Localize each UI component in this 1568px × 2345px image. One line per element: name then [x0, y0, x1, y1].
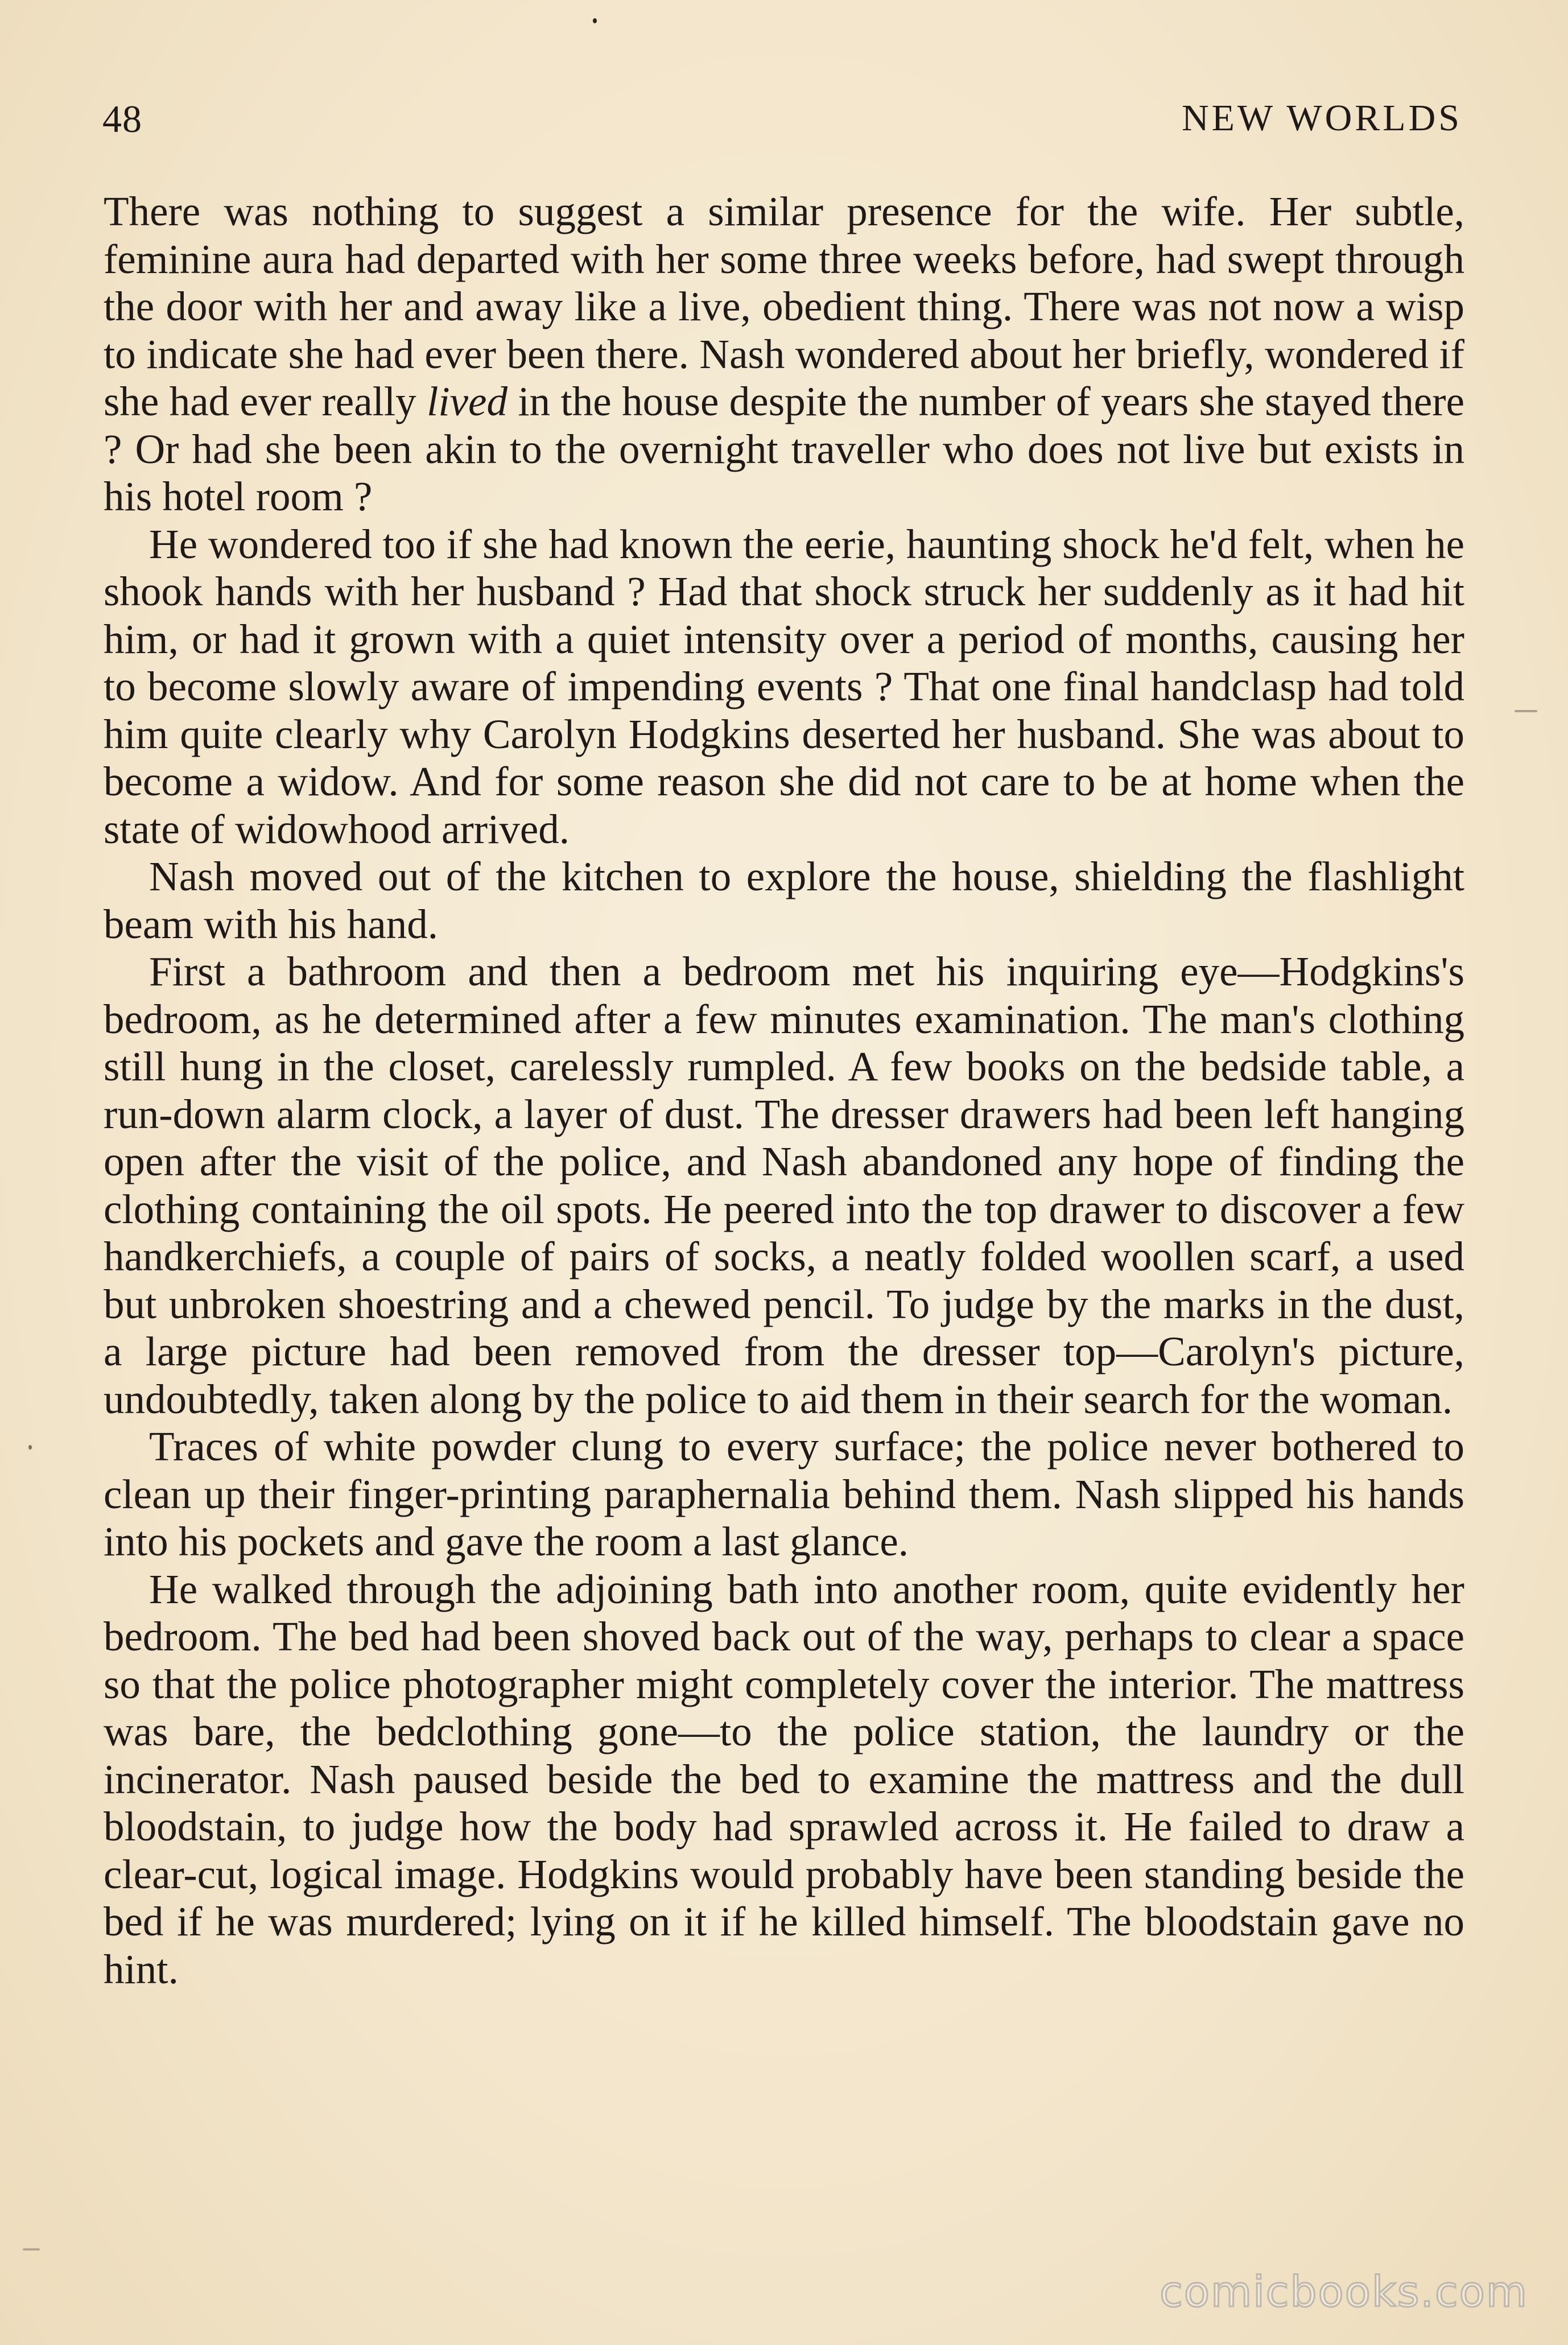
paragraph: There was nothing to suggest a similar presence for the wife. Her subtle, feminine aura had departed with her some three weeks before, had swept through the door with her and away like a live, obedient thing. There was not now a wisp to indicate she had ever been there. Nash wondered about her briefly, wondered if she had ever really lived in the house despite the number of years she stayed there ? Or had she been akin to the overnight traveller who does not live but exists in his hotel room ? — [104, 188, 1465, 519]
emphasis: lived — [427, 378, 507, 424]
ink-speck — [593, 18, 597, 23]
paragraph: Nash moved out of the kitchen to explore the house, shielding the flashlight beam with his hand. — [104, 853, 1464, 947]
paragraph: He walked through the adjoining bath into another room, quite evidently her bedroom. The bed had been shoved back out of the way, perhaps to clear a space so that the police photographer might completely cover the interior. The mattress was bare, the bedclothing gone—to the police station, the laundry or the incinerator. Nash paused beside the bed to examine the mattress and the dull bloodstain, to judge how the body had sprawled across it. He failed to draw a clear-cut, logical image. Hodgkins would probably have been standing beside the bed if he was murdered; lying on it if he killed himself. The bloodstain gave no hint. — [104, 1566, 1464, 1992]
body-text — [104, 188, 1464, 1993]
paragraph: He wondered too if she had known the eerie, haunting shock he'd felt, when he shook hands with her husband ? Had that shock struck her suddenly as it had hit him, or had it grown with a quiet intensity over a period of months, causing her to become slowly aware of impending events ? That one final handclasp had told him quite clearly why Carolyn Hodgkins deserted her husband. She was about to become a widow. And for some reason she did not care to be at home when the state of widowhood arrived. — [104, 521, 1464, 852]
ink-speck — [28, 1445, 32, 1450]
ink-speck — [1515, 710, 1537, 712]
ink-speck — [23, 2248, 40, 2251]
running-head: NEW WORLDS — [1181, 97, 1462, 139]
page-number: 48 — [102, 97, 142, 141]
paragraph: Traces of white powder clung to every surface; the police never bothered to clean up their finger-printing paraphernalia behind them. Nash slipped his hands into his pockets and gave the room a last glance. — [104, 1423, 1464, 1564]
page-header — [102, 97, 1462, 159]
paragraph: First a bathroom and then a bedroom met his inquiring eye—Hodgkins's bedroom, as he determined after a few minutes examination. The man's clothing still hung in the closet, carelessly rumpled. A few books on the bedside table, a run-down alarm clock, a layer of dust. The dresser drawers had been left hanging open after the visit of the police, and Nash abandoned any hope of finding the clothing containing the oil spots. He peered into the top drawer to discover a few handkerchiefs, a couple of pairs of socks, a neatly folded woollen scarf, a used but unbroken shoestring and a chewed pencil. To judge by the marks in the dust, a large picture had been removed from the dresser top—Carolyn's picture, undoubtedly, taken along by the police to aid them in their search for the woman. — [104, 948, 1464, 1422]
watermark: comicbooks.com — [1160, 2268, 1528, 2317]
